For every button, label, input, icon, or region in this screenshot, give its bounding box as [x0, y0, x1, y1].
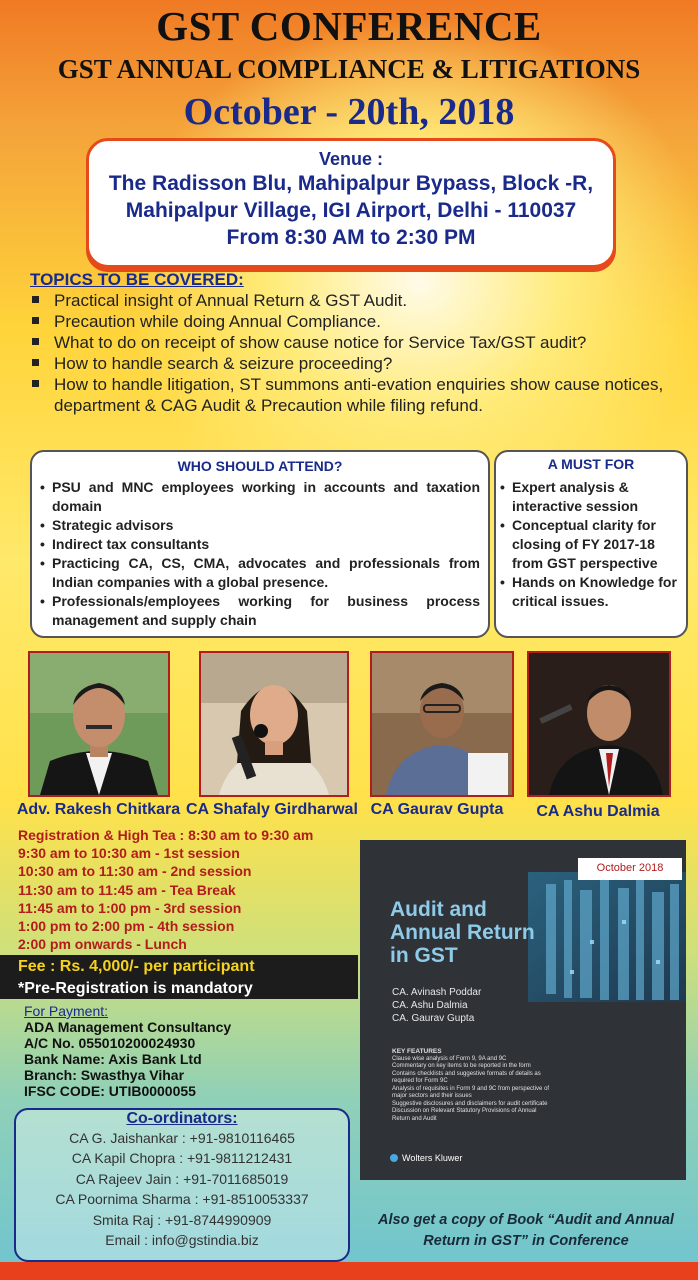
who-item: • Strategic advisors — [40, 516, 480, 535]
topic-item: What to do on receipt of show cause notice for Service Tax/GST audit? — [30, 332, 690, 353]
pre-registration-note: *Pre-Registration is mandatory — [18, 980, 253, 997]
schedule-item: 1:00 pm to 2:00 pm - 4th session — [18, 918, 235, 935]
square-bullet-icon — [32, 380, 39, 387]
portrait-image — [201, 653, 347, 795]
payment-details — [24, 1003, 354, 1099]
coordinator-line: CA G. Jaishankar : +91-9810116465 — [69, 1130, 295, 1146]
payment-heading: For Payment: — [24, 1003, 109, 1019]
must-item: • Expert analysis & interactive session — [500, 478, 680, 516]
book-offer-note: Also get a copy of Book “Audit and Annual Return in GST” in Conference — [378, 1212, 674, 1249]
book-feature: Contains checklists and suggestive formats of details as required for Form 9C — [392, 1070, 541, 1084]
coordinators-box — [14, 1108, 350, 1262]
schedule-item: 2:00 pm onwards - Lunch — [18, 936, 187, 953]
wolters-kluwer-icon — [390, 1154, 398, 1162]
portrait-image — [30, 653, 168, 795]
speaker-photo-ashu — [527, 651, 671, 797]
square-bullet-icon — [32, 317, 39, 324]
portrait-image — [529, 653, 669, 795]
book-feature: Discussion on Relevant Statutory Provisions of Annual Return and Audit — [392, 1108, 537, 1122]
square-bullet-icon — [32, 296, 39, 303]
coordinator-line: Smita Raj : +91-8744990909 — [92, 1211, 272, 1228]
payment-line: Bank Name: Axis Bank Ltd — [24, 1051, 202, 1067]
conference-date: October - 20th, 2018 — [183, 91, 515, 133]
venue-label: Venue : — [318, 149, 384, 169]
book-features: KEY FEATURES Clause wise analysis of Form 9, 9A and 9C Commentary on key items to be reported in the form Contains checklists and suggestive formats of details as required for Form 9C Analysis of requisites in Form 9 and 9C from perspective of major sectors and their issues Suggestive disclosures and disclaimers for audit certificate Discussion on Relevant Statutory Provisions of Annual Return and Audit — [392, 1048, 552, 1123]
must-item: • Conceptual clarity for closing of FY 2017-18 from GST perspective — [500, 516, 680, 573]
schedule-item: Registration & High Tea : 8:30 am to 9:30 am — [18, 827, 314, 843]
schedule-item: 11:45 am to 1:00 pm - 3rd session — [18, 899, 242, 916]
book-feature: Suggestive disclosures and disclaimers for audit certificate — [392, 1100, 548, 1107]
book-authors: CA. Avinash Poddar CA. Ashu Dalmia CA. Gaurav Gupta — [392, 987, 482, 1024]
coordinator-line: CA Kapil Chopra : +91-9811212431 — [71, 1150, 293, 1167]
topics-section — [30, 270, 690, 416]
who-heading: WHO SHOULD ATTEND? — [177, 458, 343, 474]
speaker-name: CA Shafaly Girdharwal — [186, 801, 358, 818]
speaker-name: CA Ashu Dalmia — [536, 803, 660, 820]
speaker-name: Adv. Rakesh Chitkara — [16, 801, 181, 818]
topic-item: Precaution while doing Annual Compliance. — [30, 311, 690, 332]
book-cover — [360, 840, 686, 1180]
book-title: Audit and Annual Return in GST — [390, 898, 535, 967]
must-heading: A MUST FOR — [547, 456, 635, 472]
book-feature: Analysis of requisites in Form 9 and 9C from perspective of major sectors and their issues — [392, 1085, 550, 1099]
payment-line: ADA Management Consultancy — [24, 1019, 232, 1035]
coordinator-line: CA Rajeev Jain : +91-7011685019 — [75, 1170, 289, 1187]
topic-item: How to handle search & seizure proceeding? — [30, 353, 690, 374]
book-feature: Commentary on key items to be reported in the form — [392, 1063, 531, 1069]
square-bullet-icon — [32, 338, 39, 345]
topic-item: How to handle litigation, ST summons anti-evation enquiries show cause notices, department & CAG Audit & Precaution while filing refund. — [30, 374, 690, 416]
who-item: • Professionals/employees working for business process management and supply chain — [40, 592, 480, 630]
coordinator-email: Email : info@gstindia.biz — [105, 1232, 259, 1249]
fee-amount: Fee : Rs. 4,000/- per participant — [18, 958, 255, 975]
book-feature: Clause wise analysis of Form 9, 9A and 9C — [392, 1055, 507, 1062]
book-date: October 2018 — [596, 862, 664, 874]
speaker-name: CA Gaurav Gupta — [370, 801, 504, 818]
schedule-list — [18, 826, 358, 953]
speaker-photo-shafaly — [199, 651, 349, 797]
venue-time: From 8:30 AM to 2:30 PM — [226, 226, 476, 249]
speaker-photo-rakesh — [28, 651, 170, 797]
schedule-item: 11:30 am to 11:45 am - Tea Break — [18, 881, 236, 898]
must-item: • Hands on Knowledge for critical issues. — [500, 573, 680, 611]
who-item: • Practicing CA, CS, CMA, advocates and professionals from Indian companies with a global presence. — [40, 554, 480, 592]
topic-item: Practical insight of Annual Return & GST Audit. — [30, 290, 690, 311]
payment-line: Branch: Swasthya Vihar — [24, 1067, 185, 1083]
payment-line: IFSC CODE: UTIB0000055 — [24, 1083, 196, 1099]
square-bullet-icon — [32, 359, 39, 366]
coordinator-line: CA Poornima Sharma : +91-8510053337 — [55, 1191, 309, 1208]
conference-title: GST CONFERENCE — [156, 3, 542, 49]
schedule-item: 10:30 am to 11:30 am - 2nd session — [18, 863, 252, 880]
payment-line: A/C No. 055010200024930 — [24, 1035, 196, 1051]
who-item: • Indirect tax consultants — [40, 535, 480, 554]
portrait-image — [372, 653, 512, 795]
publisher-logo: Wolters Kluwer — [390, 1153, 462, 1163]
venue-box — [86, 138, 616, 268]
bottom-bar — [0, 1262, 698, 1280]
coordinators-heading: Co-ordinators: — [126, 1110, 238, 1127]
must-for-box — [494, 450, 688, 638]
venue-line-1: The Radisson Blu, Mahipalpur Bypass, Block -R, — [108, 172, 594, 195]
speaker-photo-gaurav — [370, 651, 514, 797]
topics-heading: TOPICS TO BE COVERED: — [30, 270, 244, 289]
schedule-item: 9:30 am to 10:30 am - 1st session — [18, 845, 240, 862]
who-should-attend-box — [30, 450, 490, 638]
venue-line-2: Mahipalpur Village, IGI Airport, Delhi - 110037 — [125, 199, 577, 222]
who-item: • PSU and MNC employees working in accounts and taxation domain — [40, 478, 480, 516]
conference-subtitle: GST ANNUAL COMPLIANCE & LITIGATIONS — [57, 54, 641, 84]
